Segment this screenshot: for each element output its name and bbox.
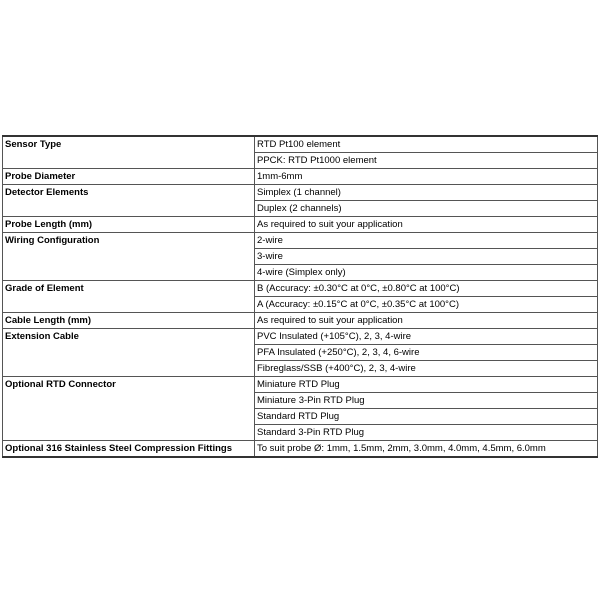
row-value: 3-wire [255,249,598,265]
row-value: Duplex (2 channels) [255,201,598,217]
row-label: Wiring Configuration [3,233,255,281]
table-row [3,281,598,297]
row-value: PFA Insulated (+250°C), 2, 3, 4, 6-wire [255,345,598,361]
row-value: B (Accuracy: ±0.30°C at 0°C, ±0.80°C at 100°C) [255,281,598,297]
row-value: Simplex (1 channel) [255,185,598,201]
row-value: 1mm-6mm [255,169,598,185]
row-value: Miniature 3-Pin RTD Plug [255,393,598,409]
row-value: 2-wire [255,233,598,249]
row-label: Optional RTD Connector [3,377,255,441]
row-label: Detector Elements [3,185,255,217]
row-value: RTD Pt100 element [255,136,598,153]
row-value: PVC Insulated (+105°C), 2, 3, 4-wire [255,329,598,345]
row-value: 4-wire (Simplex only) [255,265,598,281]
table-row [3,169,598,185]
row-label: Probe Diameter [3,169,255,185]
table-row [3,377,598,393]
row-value: Standard RTD Plug [255,409,598,425]
table-row [3,136,598,153]
row-value: Fibreglass/SSB (+400°C), 2, 3, 4-wire [255,361,598,377]
table-row [3,233,598,249]
row-label: Grade of Element [3,281,255,313]
row-value: PPCK: RTD Pt1000 element [255,153,598,169]
row-value: Standard 3-Pin RTD Plug [255,425,598,441]
table-row [3,185,598,201]
row-label: Probe Length (mm) [3,217,255,233]
table-row [3,441,598,458]
table-row [3,313,598,329]
row-label: Extension Cable [3,329,255,377]
row-value: A (Accuracy: ±0.15°C at 0°C, ±0.35°C at 100°C) [255,297,598,313]
table-row [3,329,598,345]
row-value: Miniature RTD Plug [255,377,598,393]
table-row [3,217,598,233]
row-label: Sensor Type [3,136,255,169]
row-label: Cable Length (mm) [3,313,255,329]
row-value: As required to suit your application [255,217,598,233]
row-value: To suit probe Ø: 1mm, 1.5mm, 2mm, 3.0mm, 4.0mm, 4.5mm, 6.0mm [255,441,598,458]
row-value: As required to suit your application [255,313,598,329]
specification-table [2,135,598,458]
row-label: Optional 316 Stainless Steel Compression Fittings [3,441,255,458]
